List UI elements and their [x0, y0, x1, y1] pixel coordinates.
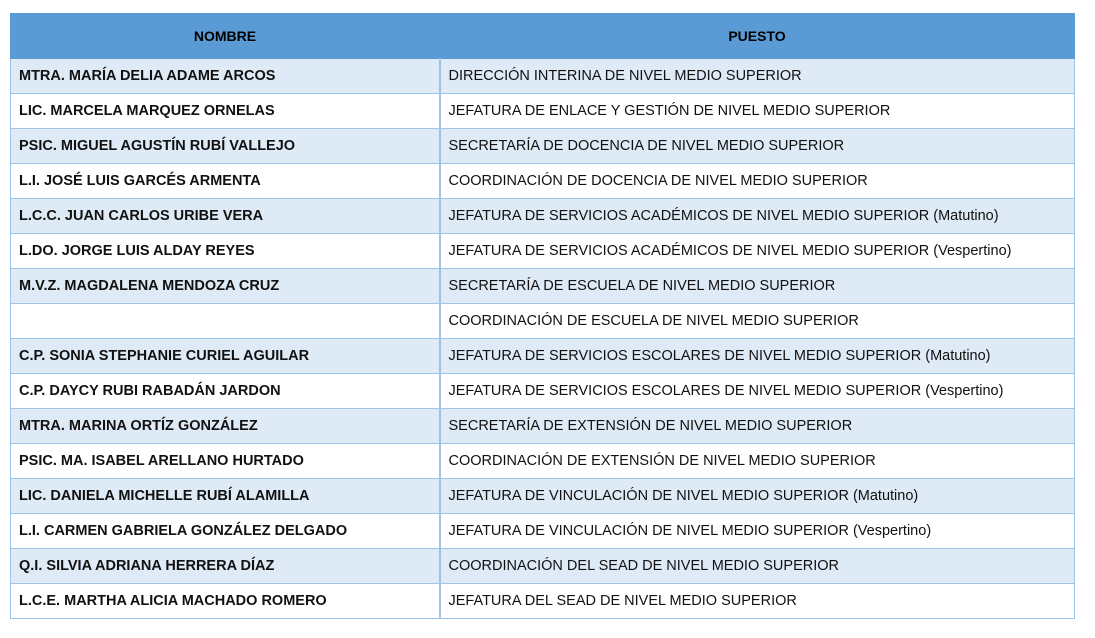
cell-puesto: JEFATURA DE VINCULACIÓN DE NIVEL MEDIO SUPERIOR (Vespertino) [440, 514, 1075, 549]
table-row [11, 339, 1075, 374]
table-row [11, 374, 1075, 409]
cell-nombre: PSIC. MIGUEL AGUSTÍN RUBÍ VALLEJO [11, 129, 440, 164]
staff-table [10, 13, 1075, 619]
cell-puesto: COORDINACIÓN DEL SEAD DE NIVEL MEDIO SUPERIOR [440, 549, 1075, 584]
table-row [11, 444, 1075, 479]
cell-nombre: L.DO. JORGE LUIS ALDAY REYES [11, 234, 440, 269]
cell-nombre: LIC. DANIELA MICHELLE RUBÍ ALAMILLA [11, 479, 440, 514]
cell-puesto: JEFATURA DE VINCULACIÓN DE NIVEL MEDIO SUPERIOR (Matutino) [440, 479, 1075, 514]
cell-nombre: PSIC. MA. ISABEL ARELLANO HURTADO [11, 444, 440, 479]
cell-nombre: Q.I. SILVIA ADRIANA HERRERA DÍAZ [11, 549, 440, 584]
table-row [11, 94, 1075, 129]
column-header-nombre: NOMBRE [11, 14, 440, 59]
cell-puesto: COORDINACIÓN DE DOCENCIA DE NIVEL MEDIO SUPERIOR [440, 164, 1075, 199]
table-row [11, 164, 1075, 199]
cell-puesto: JEFATURA DE SERVICIOS ESCOLARES DE NIVEL MEDIO SUPERIOR (Vespertino) [440, 374, 1075, 409]
table-row [11, 584, 1075, 619]
table-row [11, 59, 1075, 94]
cell-nombre: MTRA. MARINA ORTÍZ GONZÁLEZ [11, 409, 440, 444]
cell-nombre: C.P. SONIA STEPHANIE CURIEL AGUILAR [11, 339, 440, 374]
table-row [11, 479, 1075, 514]
table-row [11, 234, 1075, 269]
cell-puesto: SECRETARÍA DE DOCENCIA DE NIVEL MEDIO SUPERIOR [440, 129, 1075, 164]
cell-nombre [11, 304, 440, 339]
table-row [11, 199, 1075, 234]
table-header-row [11, 14, 1075, 59]
column-header-puesto: PUESTO [440, 14, 1075, 59]
cell-nombre: MTRA. MARÍA DELIA ADAME ARCOS [11, 59, 440, 94]
cell-puesto: DIRECCIÓN INTERINA DE NIVEL MEDIO SUPERIOR [440, 59, 1075, 94]
table-row [11, 304, 1075, 339]
cell-nombre: L.C.C. JUAN CARLOS URIBE VERA [11, 199, 440, 234]
cell-nombre: L.I. JOSÉ LUIS GARCÉS ARMENTA [11, 164, 440, 199]
cell-puesto: SECRETARÍA DE EXTENSIÓN DE NIVEL MEDIO SUPERIOR [440, 409, 1075, 444]
cell-nombre: C.P. DAYCY RUBI RABADÁN JARDON [11, 374, 440, 409]
cell-puesto: JEFATURA DE SERVICIOS ACADÉMICOS DE NIVEL MEDIO SUPERIOR (Matutino) [440, 199, 1075, 234]
staff-table-container [10, 13, 1074, 619]
table-row [11, 409, 1075, 444]
cell-nombre: LIC. MARCELA MARQUEZ ORNELAS [11, 94, 440, 129]
table-row [11, 129, 1075, 164]
cell-nombre: M.V.Z. MAGDALENA MENDOZA CRUZ [11, 269, 440, 304]
table-row [11, 514, 1075, 549]
cell-puesto: JEFATURA DE SERVICIOS ESCOLARES DE NIVEL MEDIO SUPERIOR (Matutino) [440, 339, 1075, 374]
table-row [11, 269, 1075, 304]
cell-nombre: L.I. CARMEN GABRIELA GONZÁLEZ DELGADO [11, 514, 440, 549]
cell-puesto: SECRETARÍA DE ESCUELA DE NIVEL MEDIO SUPERIOR [440, 269, 1075, 304]
cell-puesto: JEFATURA DE SERVICIOS ACADÉMICOS DE NIVEL MEDIO SUPERIOR (Vespertino) [440, 234, 1075, 269]
cell-nombre: L.C.E. MARTHA ALICIA MACHADO ROMERO [11, 584, 440, 619]
cell-puesto: JEFATURA DE ENLACE Y GESTIÓN DE NIVEL MEDIO SUPERIOR [440, 94, 1075, 129]
cell-puesto: JEFATURA DEL SEAD DE NIVEL MEDIO SUPERIOR [440, 584, 1075, 619]
cell-puesto: COORDINACIÓN DE EXTENSIÓN DE NIVEL MEDIO SUPERIOR [440, 444, 1075, 479]
cell-puesto: COORDINACIÓN DE ESCUELA DE NIVEL MEDIO SUPERIOR [440, 304, 1075, 339]
table-row [11, 549, 1075, 584]
